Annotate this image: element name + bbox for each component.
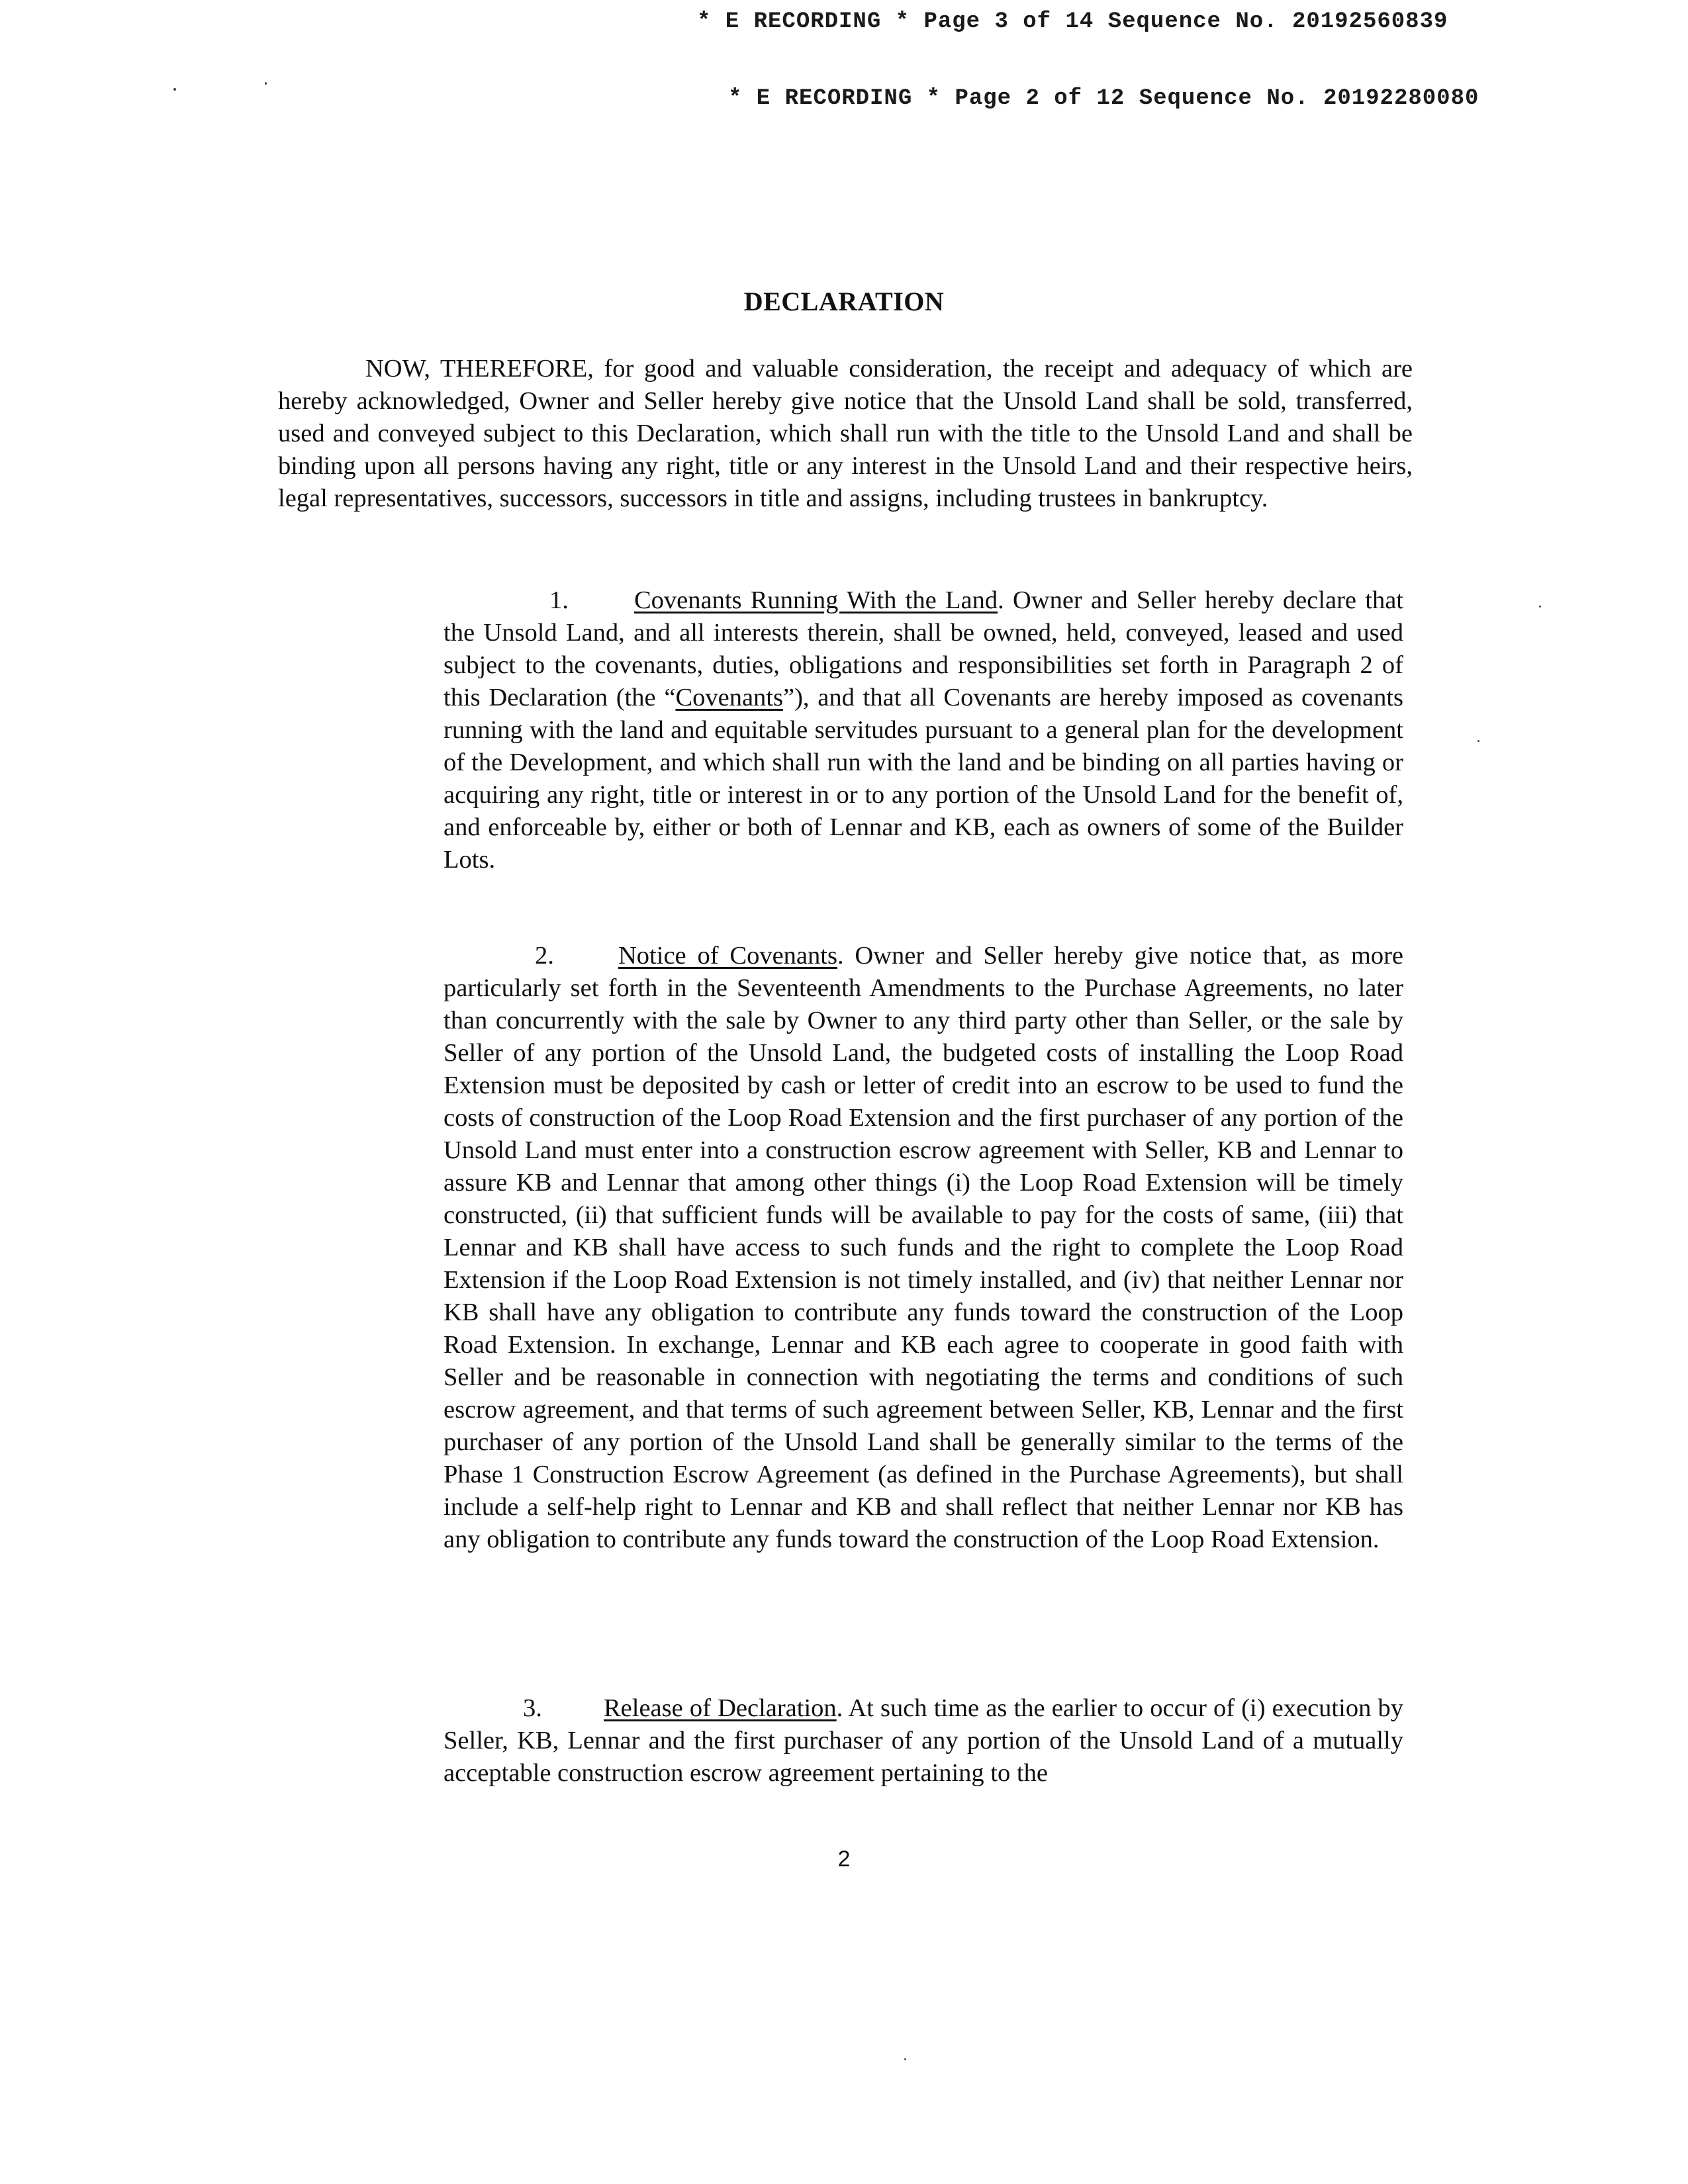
intro-paragraph: NOW, THEREFORE, for good and valuable consideration, the receipt and adequacy of which are hereby acknowledged, Owner and Seller hereby give notice that the Unsold Land shall be sold, transferred, used and conveyed subject to this Declaration, which shall run with the title to the Unsold Land and shall be binding upon all persons having any right, title or any interest in the Unsold Land and their respective heirs, legal representatives, successors, successors in title and assigns, including trustees in bankruptcy. [278,355,1413,512]
section-3 [444,1692,1403,1790]
section-1 [444,584,1403,876]
document-title: DECLARATION [743,287,945,316]
scan-speck [904,2058,906,2060]
recording-header-line-2: * E RECORDING * Page 2 of 12 Sequence No. 20192280080 [728,86,1479,111]
section-heading: Notice of Covenants [618,942,837,970]
scan-speck [1539,606,1541,608]
section-text: . At such time as the earlier to occur of (i) execution by Seller, KB, Lennar and the first purchaser of any portion of the Unsold Land of a mutually acceptable construction escrow agreement pertaining to the [444,1694,1403,1787]
section-2 [444,940,1403,1556]
section-number: 2. [535,942,554,970]
section-text: ”), and that all Covenants are hereby imposed as covenants running with the land and equitable servitudes pursuant to a general plan for the development of the Development, and which shall run with the land and be binding on all parties having or acquiring any right, title or interest in or to any portion of the Unsold Land for the benefit of, and enforceable by, either or both of Lennar and KB, each as owners of some of the Builder Lots. [444,684,1404,874]
defined-term: Covenants [675,684,783,711]
page-number: 2 [837,1846,851,1872]
section-text: . Owner and Seller hereby declare that the Unsold Land, and all interests therein, shall be owned, held, conveyed, leased and used subject to the covenants, duties, obligations and responsibilities set forth in Paragraph 2 of this Declaration (the “ [444,586,1403,711]
section-heading: Release of Declaration [604,1694,837,1722]
scan-speck [1477,740,1479,742]
recording-header-line-1: * E RECORDING * Page 3 of 14 Sequence No. 20192560839 [697,9,1448,34]
section-number: 3. [523,1694,542,1722]
section-text: . Owner and Seller hereby give notice that, as more particularly set forth in the Seventeenth Amendments to the Purchase Agreements, no later than concurrently with the sale by Owner to any third party other than Seller, or the sale by Seller of any portion of the Unsold Land, the budgeted costs of installing the Loop Road Extension must be deposited by cash or letter of credit into an escrow to be used to fund the costs of construction of the Loop Road Extension and the first purchaser of any portion of the Unsold Land must enter into a construction escrow agreement with Seller, KB and Lennar to assure KB and Lennar that among other things (i) the Loop Road Extension will be timely constructed, (ii) that sufficient funds will be available to pay for the costs of same, (iii) that Lennar and KB shall have access to such funds and the right to complete the Loop Road Extension if the Loop Road Extension is not timely installed, and (iv) that neither Lennar nor KB shall have any obligation to contribute any funds toward the construction of the Loop Road Extension. In exchange, Lennar and KB each agree to cooperate in good faith with Seller and be reasonable in connection with negotiating the terms and conditions of such escrow agreement, and that terms of such agreement between Seller, KB, Lennar and the first purchaser of any portion of the Unsold Land shall be generally similar to the terms of the Phase 1 Construction Escrow Agreement (as defined in the Purchase Agreements), but shall include a self-help right to Lennar and KB and shall reflect that neither Lennar nor KB has any obligation to contribute any funds toward the construction of the Loop Road Extension. [444,942,1403,1553]
scan-speck [173,88,176,91]
section-heading: Covenants Running With the Land [634,586,998,614]
section-number: 1. [549,586,569,614]
scan-speck [265,82,267,85]
